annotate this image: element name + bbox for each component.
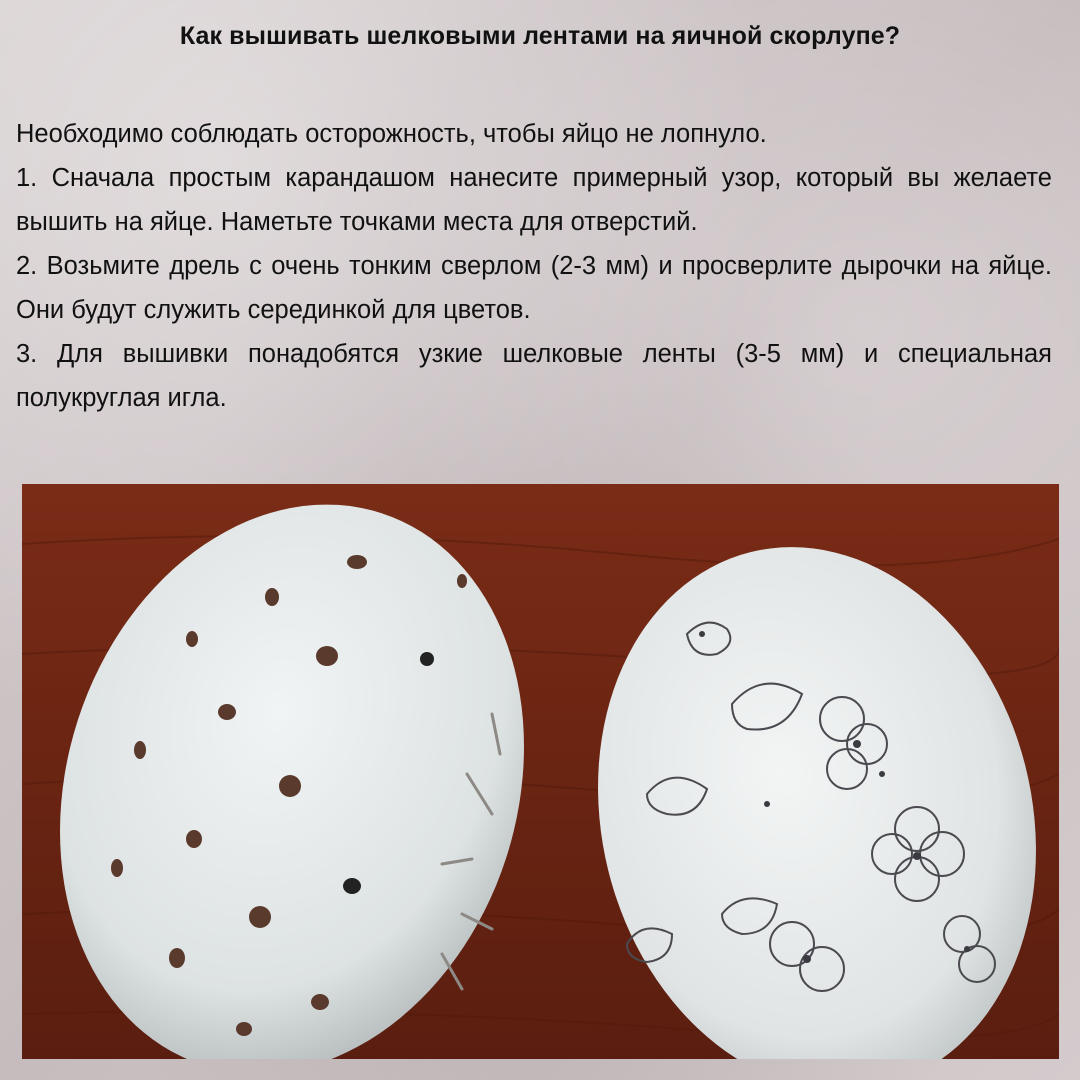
eggs-illustration	[22, 484, 1059, 1059]
instructions-text	[16, 112, 1052, 420]
intro-paragraph: Необходимо соблюдать осторожность, чтобы яйцо не лопнуло.	[16, 120, 767, 148]
step-2: 2. Возьмите дрель с очень тонким сверлом (2-3 мм) и просверлите дырочки на яйце. Они будут служить серединкой для цветов.	[16, 252, 1052, 324]
step-1: 1. Сначала простым карандашом нанесите примерный узор, который вы желаете вышить на яйце. Наметьте точками места для отверстий.	[16, 164, 1052, 236]
eggs-photo	[22, 484, 1059, 1059]
step-3: 3. Для вышивки понадобятся узкие шелковые ленты (3-5 мм) и специальная полукруглая игла.	[16, 340, 1052, 412]
page-title: Как вышивать шелковыми лентами на яичной скорлупе?	[179, 22, 901, 50]
